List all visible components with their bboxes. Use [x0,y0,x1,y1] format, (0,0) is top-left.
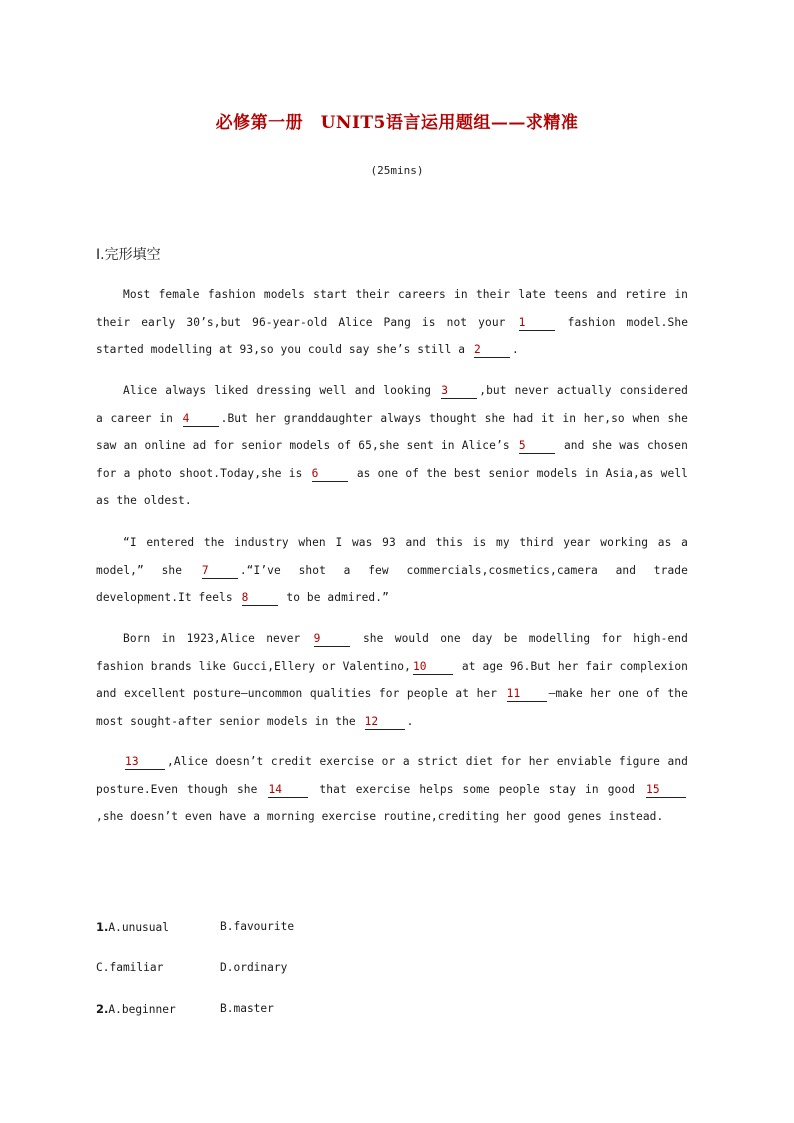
blank-14[interactable]: 14 [268,783,308,798]
page-title: 必修第一册 UNIT5语言运用题组——求精准 [215,113,579,133]
section-heading: Ⅰ.完形填空 [96,247,161,263]
paragraph-text: . [406,714,414,728]
paragraph-text: she would one day be modelling for high-end fashion brands like Gucci,Ellery or Valentino, [96,632,688,673]
paragraph-text: .“I’ve shot a few commercials,cosmetics,camera and trade development.It feels [96,563,688,605]
blank-15[interactable]: 15 [646,783,686,798]
paragraph-text: ,but never actually considered a career in [96,384,688,425]
blank-12[interactable]: 12 [365,715,405,730]
blank-3[interactable]: 3 [441,384,477,399]
paragraph-text: fashion model.She started modelling at 93,so you could say she’s still a [96,315,689,357]
option-a[interactable] [96,920,169,934]
blank-2[interactable]: 2 [474,343,510,358]
passage-paragraph-1 [96,281,688,364]
paragraph-text: ,Alice doesn’t credit exercise or a strict diet for her enviable figure and posture.Even though she [96,755,688,796]
passage-paragraph-5 [96,748,688,831]
option-text: A.beginner [108,1003,176,1016]
blank-9[interactable]: 9 [314,632,350,647]
paragraph-text: to be admired.” [286,591,389,605]
blank-5[interactable]: 5 [519,439,555,454]
option-text: A.unusual [108,921,169,934]
blank-4[interactable]: 4 [183,412,219,427]
passage-paragraph-4 [96,625,688,735]
blank-7[interactable]: 7 [202,564,238,579]
paragraph-text: as one of the best senior models in Asia,as well as the oldest. [96,466,688,508]
paragraph-text: Born in 1923,Alice never [123,632,301,645]
option-a[interactable] [96,1002,176,1016]
paragraph-text: Alice always liked dressing well and looking [123,384,432,397]
time-limit: (25mins) [370,164,424,177]
paragraph-text: ,she doesn’t even have a morning exercise routine,crediting her good genes instead. [96,810,664,824]
option-c[interactable]: C.familiar [96,961,164,974]
blank-6[interactable]: 6 [312,467,348,482]
paragraph-text: “I entered the industry when I was 93 and this is my third year working as a model,” she [96,536,688,577]
paragraph-text: Most female fashion models start their careers in their late teens and retire in their early 30’s,but 96-year-old Alice Pang is not your [96,288,688,329]
question-number: 1. [96,920,109,934]
blank-1[interactable]: 1 [519,316,555,331]
blank-11[interactable]: 11 [507,687,547,702]
blank-13[interactable]: 13 [125,755,165,770]
option-d[interactable]: D.ordinary [220,961,288,974]
blank-10[interactable]: 10 [413,660,453,675]
paragraph-text: that exercise helps some people stay in good [319,782,636,796]
paragraph-text: at age 96.But her fair complexion and excellent posture—uncommon qualities for people at her [96,659,688,701]
passage-paragraph-3 [96,529,688,612]
option-b[interactable]: B.master [220,1002,274,1015]
blank-8[interactable]: 8 [242,591,278,606]
paragraph-text: .But her granddaughter always thought she had it in her,so when she saw an online ad for senior models of 65,she sent in Alice’s [96,411,688,453]
option-b[interactable]: B.favourite [220,920,295,933]
question-number: 2. [96,1002,109,1016]
paragraph-text: and she was chosen for a photo shoot.Today,she is [96,439,688,480]
passage-paragraph-2 [96,377,688,515]
paragraph-text: . [511,343,519,357]
paragraph-text: —make her one of the most sought-after senior models in the [96,687,688,728]
